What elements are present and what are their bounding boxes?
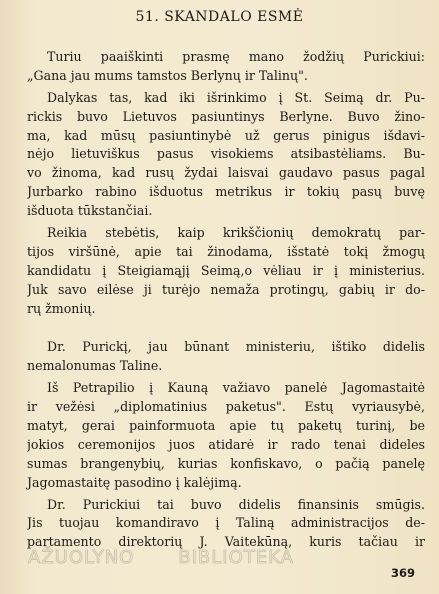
text-line: partamento direktorių J. Vaitekūną, kuris tačiau ir [27,534,425,550]
text-line: Juk savo eilėse ji turėjo nemaža protingų, gabių ir do- [27,281,425,297]
text-line: Dr. Purickį, jau būnant ministeriu, ištiko didelis [47,339,425,355]
text-line: Iš Petrapilio į Kauną važiavo panelė Jagomastaitė [47,380,425,396]
text-line: „Gana jau mums tamstos Berlynų ir Talinų". [27,67,308,83]
watermark-left-text: AŽUOLYNO [28,547,135,568]
paragraph [27,224,425,318]
paragraph [27,496,425,553]
paragraph [27,48,425,86]
chapter-title: 51. SKANDALO ESMĖ [135,9,304,25]
text-line: kandidatu į Steigiamąjį Seimą,o vėliau ir į ministerius. [27,262,425,278]
text-line: Dr. Purickiui tai buvo didelis finansinis smūgis. [47,496,425,512]
library-watermark [28,547,294,568]
paragraph [27,379,425,492]
text-line: Reikia stebėtis, kaip krikščionių demokratų par- [47,225,425,241]
page-body [27,48,425,552]
text-line: ma, kad mūsų pasiuntinybė už gerus pinigus išdavi- [27,127,425,143]
paragraph [27,338,425,376]
text-line: Jagomastaitę pasodino į kalėjimą. [27,474,242,490]
paragraph [27,89,425,221]
text-line: tijos viršūnė, apie tai žinodama, išstatė tokį žmogų [27,243,425,259]
text-line: jokios ceremonijos juos atidarė ir rado tenai dideles [27,436,425,452]
text-line: nėjo lietuviškus pasus visokiems atsibastėliams. Bu- [27,146,425,162]
text-line: matyt, gerai painformuota apie tų paketų turinį, be [27,418,425,434]
text-line: nemalonumas Taline. [27,358,163,374]
text-line: Dalykas tas, kad iki išrinkimo į St. Seimą dr. Pu- [47,89,425,105]
text-line: rų žmonių. [27,300,96,316]
text-line: sumas brangenybių, kurias konfiskavo, o pačią panelę [27,455,425,471]
text-line: vo žinoma, kad rusų žydai laisvai gaudavo pasus pagal [27,165,425,181]
page-number: 369 [390,566,415,580]
text-line: Jurbarko rabino išduotus metrikus ir tokių pasų buvę [27,184,425,200]
text-line: Jis tuojau komandiravo į Taliną administracijos de- [27,515,425,531]
text-line: išduota tūkstančiai. [27,203,153,219]
text-line: ir vežėsi „diplomatinius paketus". Estų vyriausybė, [27,399,425,415]
text-line: Turiu paaiškinti prasmę mano žodžių Purickiui: [47,49,425,64]
watermark-right-text: BIBLIOTEKA [178,547,294,568]
text-line: rickis buvo Lietuvos pasiuntinys Berlyne. Buvo žino- [27,108,425,124]
